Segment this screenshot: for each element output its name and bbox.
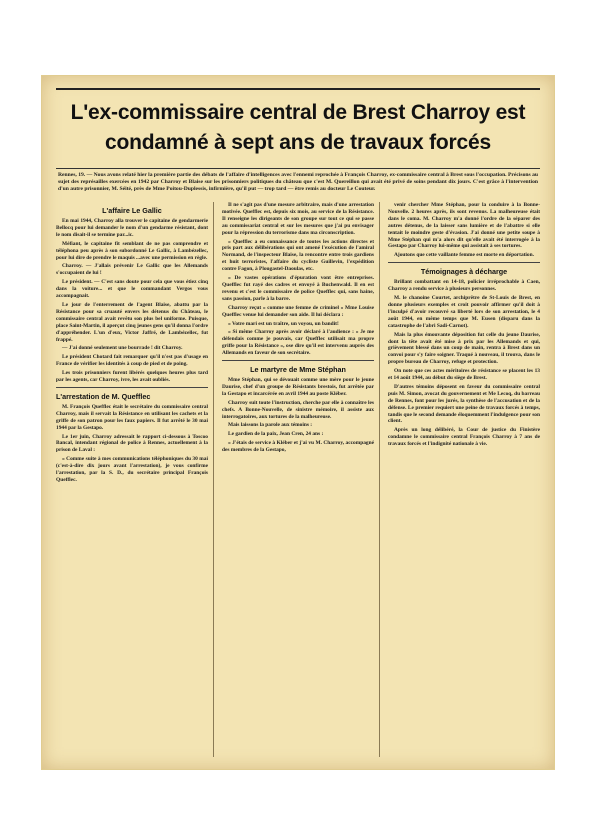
paragraph: Après un long délibéré, la Cour de justice du Finistère condamne le commissaire central François Charroy à 7 ans de travaux forcés et l'indignité nationale à vie.	[388, 427, 540, 448]
paragraph: En mai 1944, Charroy alla trouver le capitaine de gendarmerie Bellocq pour lui demander le nom d'un gendarme résistant, dont le nom disait-il se termine par...ic.	[56, 218, 208, 238]
paragraph: « Si même Charroy après avoir déclaré à l'audience : « Je me défendais comme je pouvais, car Quefflec utilisait ma propre griffe pour la Résistance », ose dire qu'il est intervenu auprès des Allemands en faveur de son secrétaire.	[222, 329, 374, 357]
paragraph: Brillant combattant en 14-18, policier irréprochable à Caen, Charroy a rendu service à plusieurs personnes.	[388, 279, 540, 293]
subhead-arrest: L'arrestation de M. Quefflec	[56, 391, 151, 401]
paragraph: Le président. — C'est sans doute pour cela que vous étiez cinq dans la voiture... et que le commandant Vergos vous accompagnait.	[56, 279, 208, 300]
headline: L'ex-commissaire central de Brest Charroy est condamné à sept ans de travaux forcés	[70, 101, 526, 154]
paragraph: Charroy reçut « comme une femme de criminel » Mme Louise Quefflec venue lui demander son aide. Il lui déclara :	[222, 304, 374, 318]
column-divider	[379, 202, 380, 757]
paragraph: Charroy. — J'allais prévenir Le Gallic que les Allemands s'occupaient de lui !	[56, 263, 208, 277]
paragraph: Charroy suit toute l'instruction, cherche par elle à connaître les chefs. A Bonne-Nouvelle, de sinistre mémoire, il assiste aux interrogatoires, aux tortures de la malheureuse.	[222, 399, 374, 420]
paragraph: Il ne s'agit pas d'une mesure arbitraire, mais d'une arrestation motivée. Quefflec est, depuis six mois, au service de la Résistance. Il renseigne les dirigeants de son groupe sur tout ce qui se passe au commissariat central et sur les mesures que j'ai pu envisager pour la répression du terrorisme dans ma circonscription.	[222, 202, 374, 236]
section-rule	[56, 387, 208, 388]
newspaper-clipping	[42, 76, 554, 769]
paragraph: D'autres témoins déposent en faveur du commissaire central puis M. Simon, avocat du gouvernement et Me Lecoq, du barreau de Rennes, font pour les jurés, la synthèse de l'accusation et de la défense. Le premier requiert une peine de travaux forcés à temps, tandis que le second demande éloquemment l'indulgence pour son client.	[388, 383, 540, 425]
paragraph: « Votre mari est un traître, un voyou, un bandit!	[228, 320, 339, 327]
section-rule	[222, 360, 374, 361]
paragraph: « J'étais de service à Kléber et j'ai vu M. Charroy, accompagné des membres de la Gestapo,	[222, 440, 374, 454]
paragraph: Le 1er juin, Charroy adressait le rapport ci-dessous à Toscoo Bancal, intendant régional de police à Rennes, actuellement à la prison de Laval :	[56, 433, 208, 454]
lead-paragraph: Rennes, 19. — Nous avons relaté hier la première partie des débats de l'affaire d'intelligences avec l'ennemi reprochée à François Charroy, ex-commissaire central à Brest sous l'occupation. Précisons au sujet des représailles exercées en 1942 par Charroy et Blaise sur les prisonniers politiques du château que c'est M. Quereillon qui avait été privé de soins pendant dix jours. C'est grâce à l'intervention d'un autre prisonnier, M. Séité, près de Mme Poitou-Duplessis, infirmière, qu'il put — trop tard — être remis au docteur Le Couteur.	[58, 172, 538, 193]
paragraph: Mme Stéphan, qui se dévouait comme une mère pour le jeune Daurise, chef d'un groupe de Résistants brestois, fut arrêtée par la Gestapo et incarcérée en avril 1944 au poste Kléber.	[222, 377, 374, 397]
headline-rule	[56, 168, 540, 169]
column-1	[56, 202, 208, 761]
paragraph: Le président Chotard fait remarquer qu'il n'est pas d'usage en France de vérifier les identités à coup de pied et de poing.	[56, 354, 208, 368]
paragraph: M. le chanoine Courtet, archiprêtre de St-Louis de Brest, en donne plusieurs exemples et croit pouvoir affirmer qu'il doit à l'inculpé d'avoir recouvré sa liberté lors de son arrestation, le 4 août 1944, en même temps que M. Eusen (disparu dans la catastrophe de l'abri Sadi-Carnot).	[388, 295, 540, 329]
paragraph: Mais laissons la parole aux témoins :	[228, 422, 313, 429]
paragraph: « De vastes opérations d'épuration vont être entreprises. Quefflec fut rayé des cadres et envoyé à Buchenwald. Il en est revenu et c'est le commissaire de police Quefflec qui, sans haine, sans passion, parle à la barre.	[222, 275, 374, 302]
paragraph: « Comme suite à mes communications téléphoniques du 30 mai (c'est-à-dire dix jours avant l'arrestation), je vous confirme l'arrestation, par la S. D., du secrétaire principal François Quefflec.	[56, 456, 208, 483]
paragraph: Les trois prisonniers furent libérés quelques heures plus tard par les agents, car Charroy, ivre, les avait oubliés.	[56, 370, 208, 384]
paragraph: M. François Quefflec était le secrétaire du commissaire central Charroy, mais il servait la Résistance en utilisant les cachets et la griffe de son patron pour les faux papiers. Il fut arrêté le 30 mai 1944 par la Gestapo.	[56, 403, 208, 431]
paragraph: venir chercher Mme Stéphan, pour la conduire à la Bonne-Nouvelle. 2 heures après, ils sont revenus. La malheureuse était dans le coma. M. Charroy m'a donné l'ordre de la séparer des autres détenus, de la laisser sans lumière et de l'abattre si elle tentait le moindre geste d'évasion. J'ai donné une petite soupe à Mme Stéphan qui m'a alors dit qu'elle avait été interrogée à la Gestapo par Charroy lui-même qui assistait à ses tortures.	[388, 202, 540, 250]
paragraph: Le jour de l'enterrement de l'agent Blaise, abattu par la Résistance pour sa cruauté envers les détenus du Château, le commissaire central avait revêtu son plus bel uniforme. Puisque, place Saint-Martin, il aperçut cinq jeunes gens qu'il donna l'ordre d'appréhender. L'un d'eux, Victor Jaffré, de Lambézellec, fut frappé.	[56, 301, 208, 343]
top-rule	[56, 88, 540, 90]
column-divider	[213, 202, 214, 757]
paragraph: Le gardien de la paix, Jean Cren, 24 ans :	[228, 431, 324, 438]
paragraph: « Quefflec a eu connaissance de toutes les actions directes et pris part aux délibérations qui ont amené l'exécution de l'amiral Normand, de l'inspecteur Blaise, la rencontre entre trois gardiens et huit terroristes, l'affaire du cycliste Guillevin, l'expédition contre Fagon, à Plougastel-Daoulas, etc.	[222, 238, 374, 273]
column-3	[388, 202, 540, 761]
paragraph: — J'ai donné seulement une bourrade ! dit Charroy.	[62, 345, 183, 352]
subhead-temoignages: Témoignages à décharge	[420, 267, 508, 277]
column-2	[222, 202, 374, 761]
paragraph: Méfiant, le capitaine fit semblant de ne pas comprendre et téléphona peu après à son subordonné Le Gallic, à Lambézellec, pour lui dire de prendre le maquis ...avec une permission en règle.	[56, 240, 208, 261]
paragraph: Mais la plus émouvante déposition fut celle du jeune Daurise, dont la tête avait été mise à prix par les Allemands et qui, grièvement blessé dans un coup de main, rentra à Brest dans un convoi pour s'y faire soigner. Traqué à nouveau, il trouva, dans le propre bureau de Charroy, refuge et protection.	[388, 331, 540, 366]
section-rule	[388, 262, 540, 263]
paragraph: Ajoutons que cette vaillante femme est morte en déportation.	[394, 252, 534, 259]
paragraph: On note que ces actes méritoires de résistance se placent les 13 et 14 août 1944, au début du siège de Brest.	[388, 368, 540, 382]
subhead-martyr: Le martyre de Mme Stéphan	[250, 365, 346, 375]
subhead-gallic: L'affaire Le Gallic	[102, 206, 162, 215]
